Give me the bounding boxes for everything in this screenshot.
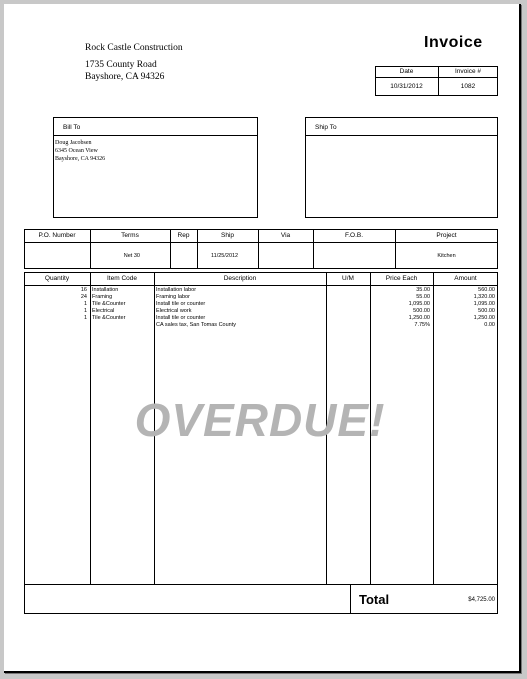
date-label: Date <box>399 68 414 75</box>
item-code: Installation <box>92 287 119 293</box>
item-description: Framing labor <box>156 294 190 300</box>
invoice-number: 1082 <box>460 83 476 90</box>
item-price: 500.00 <box>413 308 430 314</box>
po-number-header: P.O. Number <box>38 232 76 239</box>
item-code: Framing <box>92 294 113 300</box>
ship-to-box <box>305 117 498 218</box>
item-amount: 1,250.00 <box>473 315 495 321</box>
item-price: 7.75% <box>414 322 430 328</box>
total-label: Total <box>359 592 390 607</box>
via-header: Via <box>280 232 291 239</box>
company-name: Rock Castle Construction <box>85 43 183 53</box>
item-price: 55.00 <box>416 294 430 300</box>
ship-to-label: Ship To <box>315 124 337 131</box>
invoice-title: Invoice <box>424 34 483 51</box>
item-amount: 1,095.00 <box>473 301 495 307</box>
item-price: 1,095.00 <box>408 301 430 307</box>
total-value: $4,725.00 <box>468 597 495 603</box>
item-amount: 560.00 <box>478 287 495 293</box>
bill-to-line: Doug Jacobsen <box>55 140 92 146</box>
item-quantity: 24 <box>80 294 87 300</box>
item-price: 35.00 <box>416 287 430 293</box>
item-code-header: Item Code <box>107 275 137 282</box>
um-header: U/M <box>342 275 354 282</box>
invoice-number-label: Invoice # <box>454 68 482 75</box>
item-amount: 1,320.00 <box>473 294 495 300</box>
item-quantity: 16 <box>80 287 87 293</box>
item-description: CA sales tax, San Tomas County <box>156 322 236 328</box>
invoice-page <box>4 4 521 673</box>
item-quantity: 1 <box>83 315 87 321</box>
item-code: Tile &Counter <box>92 301 126 307</box>
item-amount: 500.00 <box>478 308 495 314</box>
company-address-line2: Bayshore, CA 94326 <box>85 72 165 82</box>
bill-to-line: Bayshore, CA 94326 <box>55 156 106 162</box>
invoice-date: 10/31/2012 <box>390 83 423 90</box>
ship-header: Ship <box>220 232 234 239</box>
bill-to-line: 6345 Ocean View <box>55 148 98 154</box>
project-header: Project <box>436 232 457 239</box>
company-address-line1: 1735 County Road <box>85 60 157 70</box>
quantity-header: Quantity <box>44 275 70 282</box>
fob-header: F.O.B. <box>344 232 364 239</box>
item-amount: 0.00 <box>484 322 495 328</box>
item-description: Installation labor <box>156 287 197 293</box>
item-description: Install tile or counter <box>156 315 206 321</box>
terms-header: Terms <box>121 232 139 239</box>
item-quantity: 1 <box>83 301 87 307</box>
bill-to-label: Bill To <box>63 124 81 131</box>
ship-date-value: 11/25/2012 <box>211 253 239 259</box>
project-value: Kitchen <box>437 253 456 259</box>
terms-value: Net 30 <box>123 253 140 259</box>
description-header: Description <box>223 275 257 282</box>
item-price: 1,250.00 <box>408 315 430 321</box>
amount-header: Amount <box>454 275 477 282</box>
company-block <box>85 42 183 83</box>
item-description: Install tile or counter <box>156 301 206 307</box>
item-code: Electrical <box>92 308 115 314</box>
item-quantity: 1 <box>83 308 87 314</box>
overdue-stamp: OVERDUE! <box>134 394 386 446</box>
bill-to-address <box>55 139 105 163</box>
rep-header: Rep <box>177 232 190 239</box>
item-description: Electrical work <box>156 308 192 314</box>
price-each-header: Price Each <box>385 275 418 282</box>
item-code: Tile &Counter <box>92 315 126 321</box>
bill-to-box <box>53 117 258 218</box>
